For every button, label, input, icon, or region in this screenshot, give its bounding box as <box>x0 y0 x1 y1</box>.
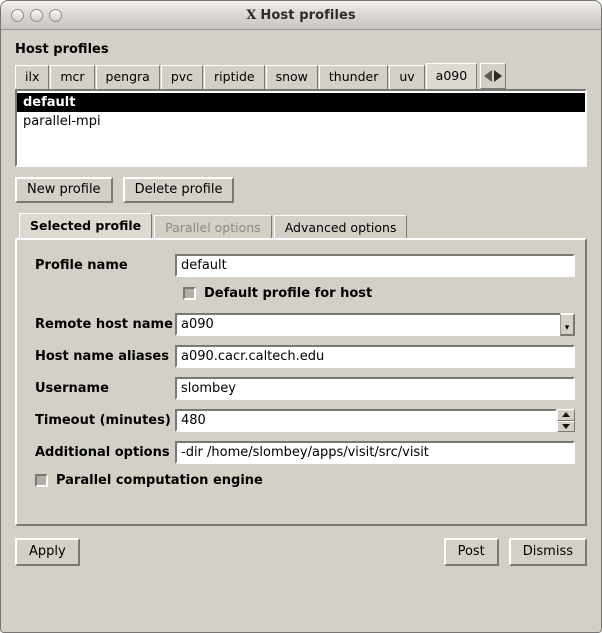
remote-host-name-label: Remote host name <box>35 317 173 332</box>
notebook-tablist <box>19 213 587 238</box>
remote-host-name-input[interactable]: a090 <box>175 313 560 336</box>
page-title: Host profiles <box>15 42 109 57</box>
default-profile-row <box>27 286 575 301</box>
chevron-down-icon[interactable]: ▾ <box>560 313 575 336</box>
list-item[interactable]: parallel-mpi <box>23 114 101 129</box>
stepper-up-button[interactable] <box>557 409 575 421</box>
profile-name-input[interactable]: default <box>175 254 575 277</box>
scroll-right-arrow-icon[interactable] <box>494 70 502 82</box>
host-tab-snow[interactable]: snow <box>266 65 318 89</box>
triangle-up-icon <box>562 412 570 417</box>
parallel-engine-row <box>27 473 575 488</box>
delete-profile-button[interactable]: Delete profile <box>123 177 235 203</box>
window-titlebar[interactable] <box>1 1 601 30</box>
host-tab-ilx[interactable]: ilx <box>15 65 49 89</box>
additional-options-input[interactable]: -dir /home/slombey/apps/visit/src/visit <box>175 441 575 464</box>
host-tab-a090[interactable]: a090 <box>426 63 478 89</box>
remote-host-name-combo[interactable] <box>175 313 575 336</box>
host-name-aliases-label: Host name aliases <box>35 349 169 364</box>
timeout-input[interactable]: 480 <box>175 409 557 432</box>
timeout-stepper[interactable] <box>557 409 575 432</box>
host-tab-pvc[interactable]: pvc <box>161 65 203 89</box>
minimize-button[interactable] <box>30 9 43 22</box>
x-application-icon: X <box>246 7 257 23</box>
host-tab-mcr[interactable]: mcr <box>50 65 94 89</box>
profile-name-label: Profile name <box>35 258 128 273</box>
host-tabs <box>15 63 589 89</box>
additional-options-label: Additional options <box>35 445 170 460</box>
host-tab-thunder[interactable]: thunder <box>319 65 388 89</box>
host-tab-riptide[interactable]: riptide <box>204 65 265 89</box>
tab-advanced-options[interactable]: Advanced options <box>274 215 408 238</box>
window-body <box>1 30 601 633</box>
username-label: Username <box>35 381 109 396</box>
host-tabs-scroller[interactable] <box>480 63 506 89</box>
new-profile-button[interactable]: New profile <box>15 177 113 203</box>
host-name-aliases-row <box>27 345 575 368</box>
timeout-label: Timeout (minutes) <box>35 413 171 428</box>
parallel-engine-checkbox[interactable] <box>35 474 48 487</box>
triangle-down-icon <box>562 424 570 429</box>
tab-selected-profile[interactable]: Selected profile <box>19 213 152 238</box>
additional-options-row <box>27 441 575 464</box>
apply-button[interactable]: Apply <box>15 538 80 566</box>
username-row <box>27 377 575 400</box>
window-controls <box>11 9 62 22</box>
dialog-footer <box>15 538 587 566</box>
profile-actions <box>15 177 587 203</box>
profile-notebook <box>15 213 587 526</box>
tab-parallel-options[interactable]: Parallel options <box>154 215 272 238</box>
default-profile-label: Default profile for host <box>204 286 373 301</box>
parallel-engine-label: Parallel computation engine <box>56 473 263 488</box>
close-button[interactable] <box>11 9 24 22</box>
profile-name-row <box>27 254 575 277</box>
dismiss-button[interactable]: Dismiss <box>509 538 587 566</box>
selected-profile-panel <box>15 238 587 526</box>
scroll-left-arrow-icon[interactable] <box>484 70 492 82</box>
window-title-text: Host profiles <box>260 7 356 23</box>
remote-host-name-row <box>27 313 575 336</box>
host-tab-pengra[interactable]: pengra <box>96 65 160 89</box>
timeout-row <box>27 409 575 432</box>
profile-list[interactable] <box>15 89 587 167</box>
host-tab-uv[interactable]: uv <box>389 65 424 89</box>
post-button[interactable]: Post <box>444 538 499 566</box>
list-item[interactable]: default <box>17 93 585 112</box>
zoom-button[interactable] <box>49 9 62 22</box>
default-profile-checkbox[interactable] <box>183 287 196 300</box>
window-title <box>1 8 601 23</box>
host-name-aliases-input[interactable]: a090.cacr.caltech.edu <box>175 345 575 368</box>
stepper-down-button[interactable] <box>557 421 575 433</box>
username-input[interactable]: slombey <box>175 377 575 400</box>
